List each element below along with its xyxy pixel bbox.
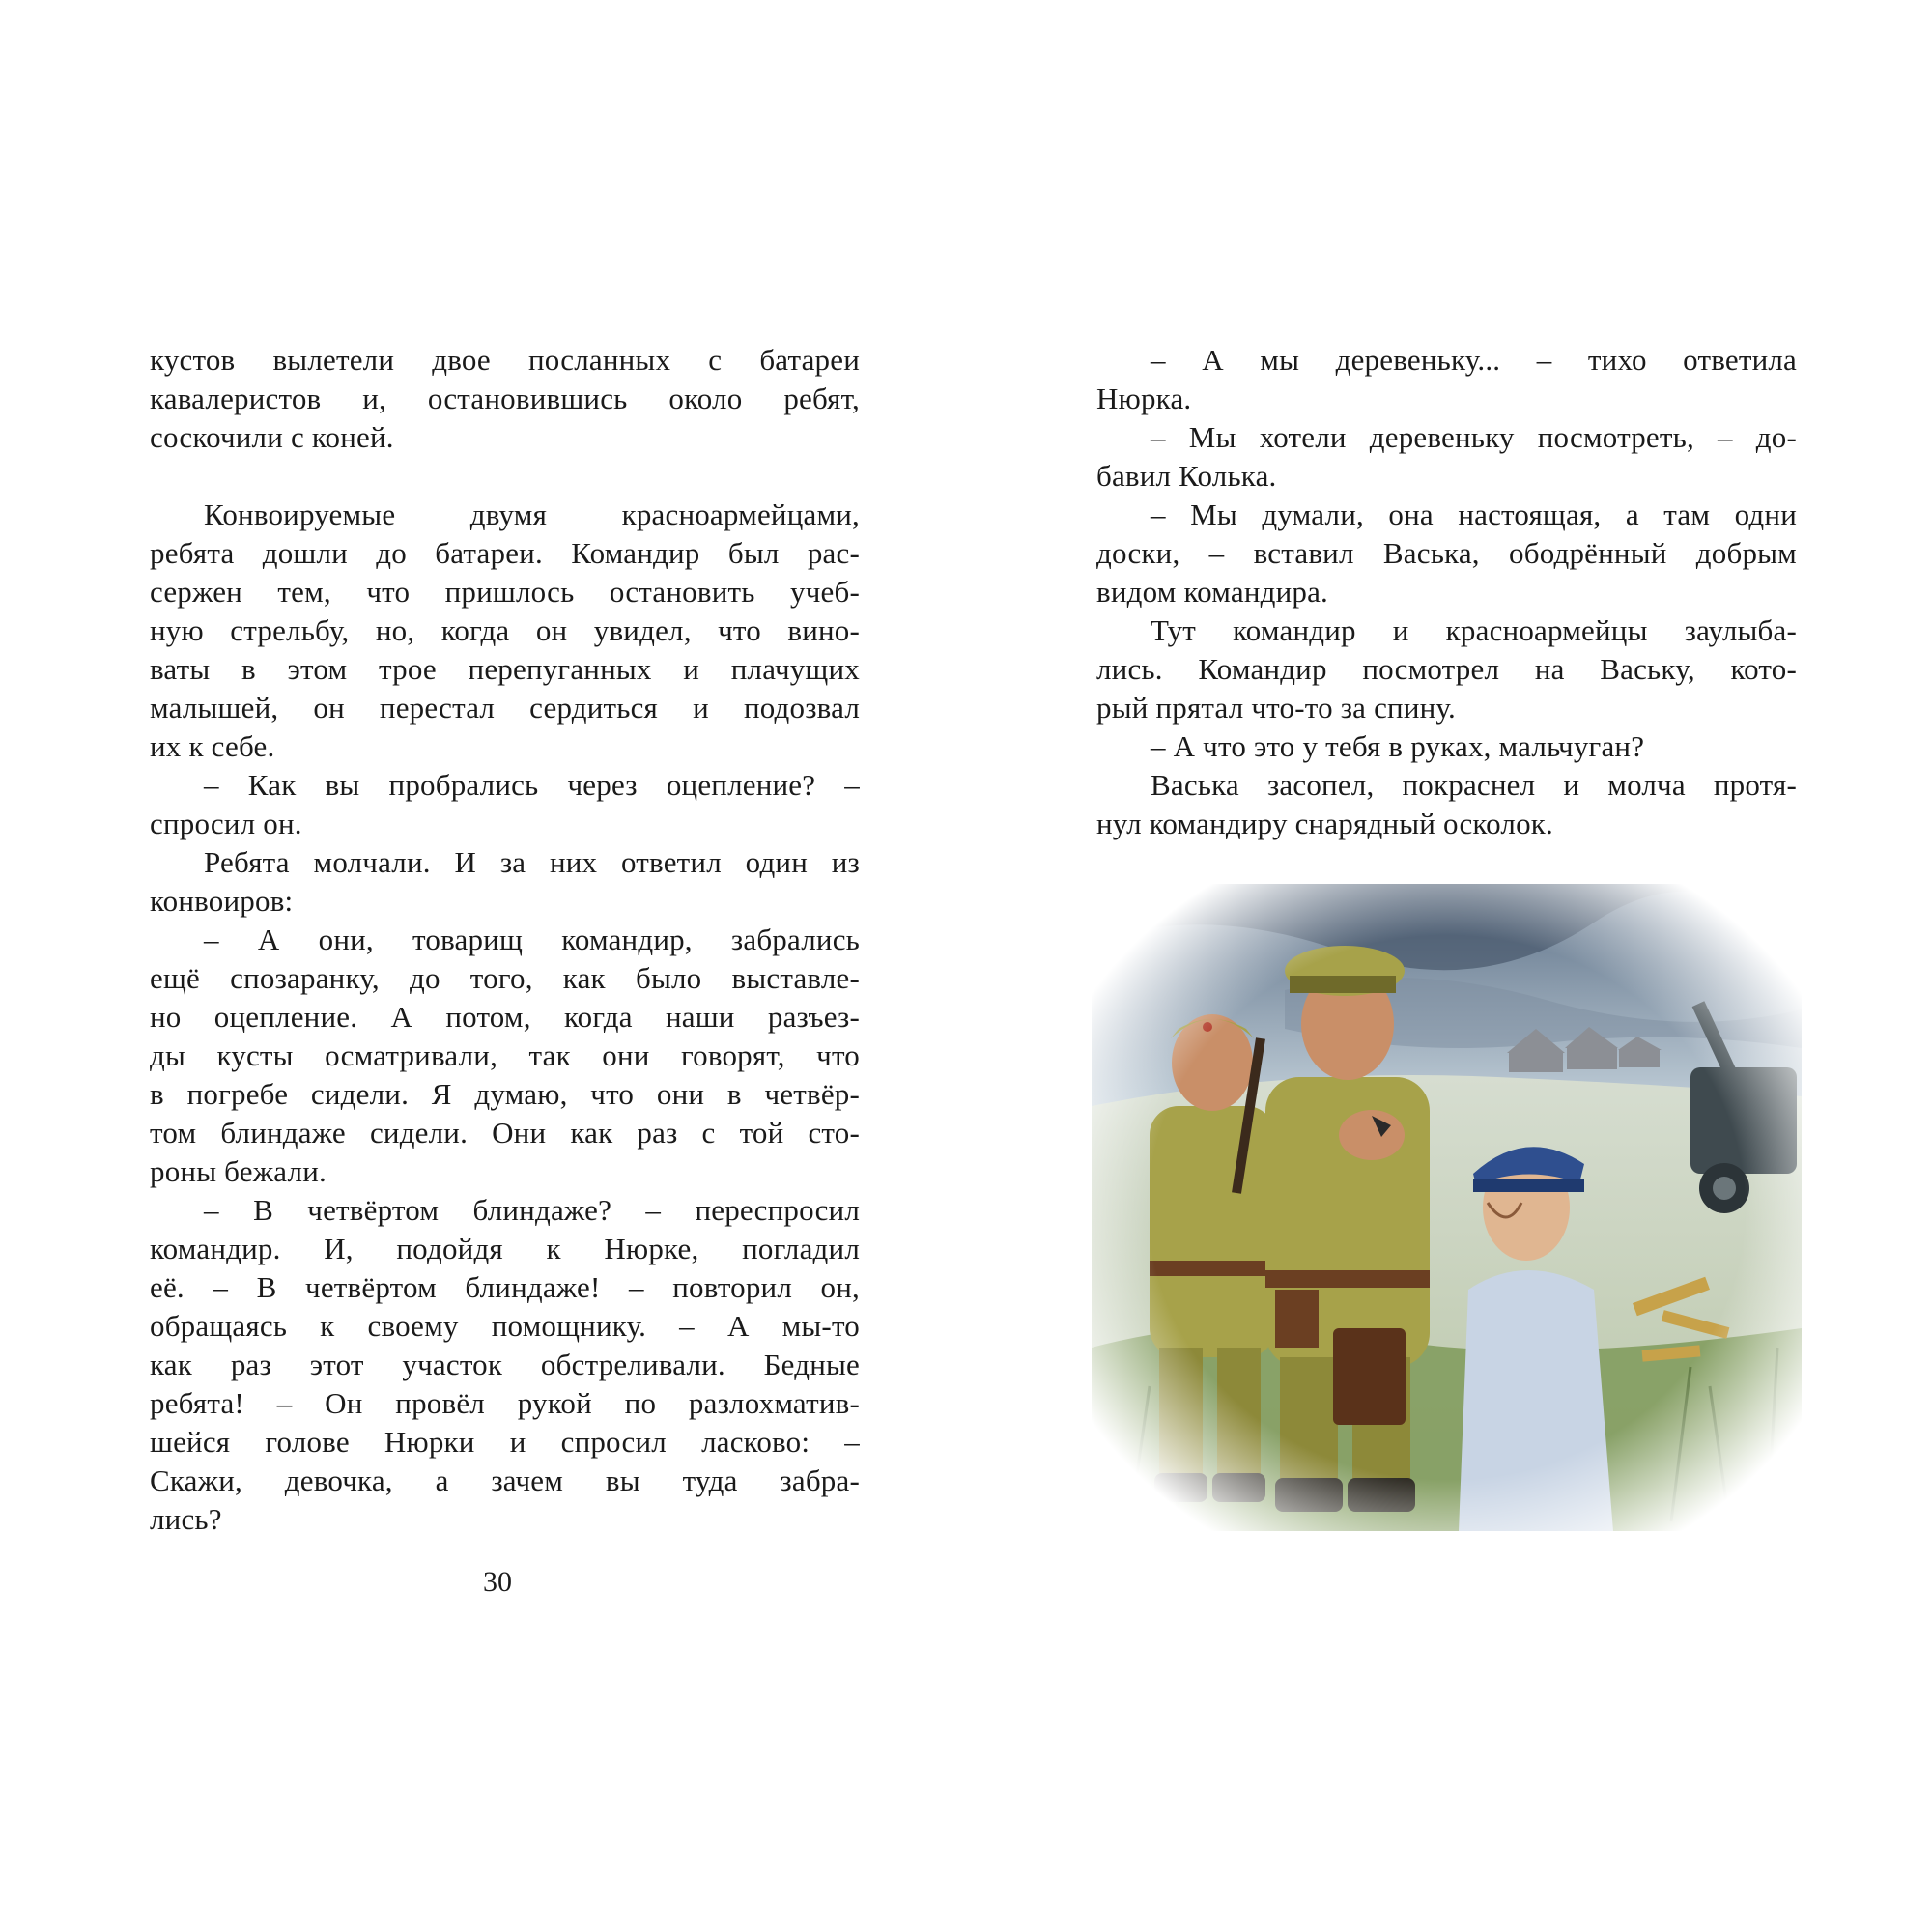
- text-line: ещё спозаранку, до того, как было выставле-: [150, 961, 860, 995]
- text-line: командир. И, подойдя к Нюрке, погладил: [150, 1232, 860, 1265]
- text-line: лись?: [150, 1502, 222, 1536]
- text-line: спросил он.: [150, 807, 302, 840]
- text-line: соскочили с коней.: [150, 420, 394, 454]
- text-line: бавил Колька.: [1096, 459, 1277, 493]
- text-line: обращаясь к своему помощнику. – А мы-то: [150, 1309, 860, 1343]
- text-line: Ребята молчали. И за них ответил один из: [204, 845, 860, 879]
- text-line: – В четвёртом блиндаже? – переспросил: [204, 1193, 860, 1227]
- text-line: лись. Командир посмотрел на Ваську, кото-: [1096, 652, 1797, 686]
- text-line: её. – В четвёртом блиндаже! – повторил он,: [150, 1270, 860, 1304]
- text-line: – Мы думали, она настоящая, а там одни: [1151, 497, 1797, 531]
- text-line: том блиндаже сидели. Они как раз с той сто-: [150, 1116, 860, 1150]
- text-line: – А мы деревеньку... – тихо ответила: [1151, 343, 1797, 377]
- right-page-text: [1096, 341, 1797, 843]
- text-line: видом командира.: [1096, 575, 1328, 609]
- text-line: Скажи, девочка, а зачем вы туда забра-: [150, 1463, 860, 1497]
- text-line: малышей, он перестал сердиться и подозвал: [150, 691, 860, 724]
- text-line: нул командиру снарядный осколок.: [1096, 807, 1553, 840]
- text-line: сержен тем, что пришлось остановить учеб-: [150, 575, 860, 609]
- text-line: доски, – вставил Васька, ободрённый добрым: [1096, 536, 1797, 570]
- text-line: шейся голове Нюрки и спросил ласково: –: [150, 1425, 860, 1459]
- paragraph-gap: [150, 457, 860, 496]
- text-line: – Как вы пробрались через оцепление? –: [204, 768, 860, 802]
- text-line: ды кусты осматривали, так они говорят, что: [150, 1038, 860, 1072]
- text-line: рый прятал что-то за спину.: [1096, 691, 1456, 724]
- text-line: кавалеристов и, остановившись около ребят,: [150, 382, 860, 415]
- text-line: Конвоируемые двумя красноармейцами,: [204, 497, 860, 531]
- left-page-text: [150, 341, 860, 1539]
- text-line: Тут командир и красноармейцы заулыба-: [1151, 613, 1797, 647]
- text-line: конвоиров:: [150, 884, 294, 918]
- text-line: кустов вылетели двое посланных с батареи: [150, 343, 860, 377]
- text-line: Васька засопел, покраснел и молча протя-: [1151, 768, 1797, 802]
- watercolor-illustration-icon: [1092, 884, 1802, 1531]
- text-line: ваты в этом трое перепуганных и плачущих: [150, 652, 860, 686]
- text-line: в погребе сидели. Я думаю, что они в четвёр-: [150, 1077, 860, 1111]
- text-line: но оцепление. А потом, когда наши разъез-: [150, 1000, 860, 1034]
- illustration: [1092, 884, 1802, 1531]
- text-line: – А они, товарищ командир, забрались: [204, 923, 860, 956]
- page-number: 30: [483, 1566, 512, 1598]
- text-line: роны бежали.: [150, 1154, 327, 1188]
- text-line: их к себе.: [150, 729, 275, 763]
- text-line: – А что это у тебя в руках, мальчуган?: [1151, 729, 1645, 763]
- text-line: как раз этот участок обстреливали. Бедные: [150, 1348, 860, 1381]
- text-line: ребята дошли до батареи. Командир был рас-: [150, 536, 860, 570]
- text-line: ребята! – Он провёл рукой по разлохматив-: [150, 1386, 860, 1420]
- text-line: ную стрельбу, но, когда он увидел, что вино-: [150, 613, 860, 647]
- vignette: [1092, 884, 1802, 1531]
- text-line: – Мы хотели деревеньку посмотреть, – до-: [1151, 420, 1797, 454]
- text-line: Нюрка.: [1096, 382, 1192, 415]
